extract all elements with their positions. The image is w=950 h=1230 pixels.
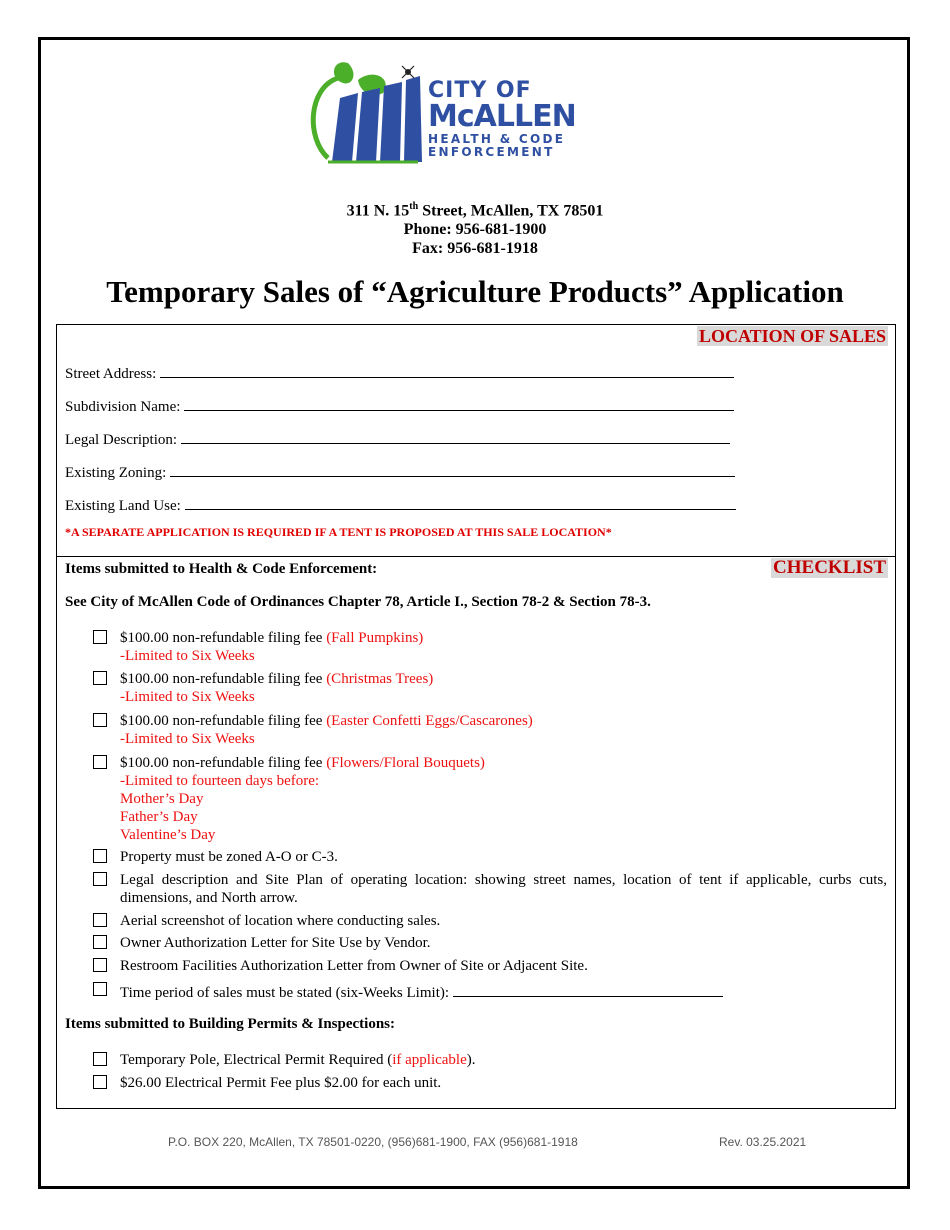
legal-description-input-line[interactable]: [181, 428, 730, 444]
legal-description-field[interactable]: Legal Description:: [65, 428, 730, 449]
existing-land-use-field[interactable]: Existing Land Use:: [65, 494, 736, 515]
street-address-input-line[interactable]: [160, 362, 734, 378]
checkbox[interactable]: [93, 872, 107, 886]
checkbox[interactable]: [93, 755, 107, 769]
footer-contact: P.O. BOX 220, McAllen, TX 78501-0220, (956)681-1900, FAX (956)681-1918: [168, 1135, 578, 1149]
health-code-heading: Items submitted to Health & Code Enforcement:: [65, 561, 378, 577]
logo-enforcement: ENFORCEMENT: [428, 145, 555, 159]
location-of-sales-tag: LOCATION OF SALES: [698, 326, 886, 346]
checkbox[interactable]: [93, 849, 107, 863]
street-address-field[interactable]: Street Address:: [65, 362, 734, 383]
existing-zoning-field[interactable]: Existing Zoning:: [65, 461, 735, 482]
ordinance-reference: See City of McAllen Code of Ordinances Chapter 78, Article I., Section 78-2 & Section 78-3.: [65, 594, 651, 610]
tent-notice: *A SEPARATE APPLICATION IS REQUIRED IF A TENT IS PROPOSED AT THIS SALE LOCATION*: [65, 525, 612, 539]
checkbox[interactable]: [93, 630, 107, 644]
logo-mcallen: McALLEN: [428, 99, 576, 134]
subdivision-name-field[interactable]: Subdivision Name:: [65, 395, 734, 416]
checklist-tag: CHECKLIST: [773, 557, 886, 578]
logo-city-of: CITY OF: [428, 78, 532, 103]
building-permits-heading: Items submitted to Building Permits & Inspections:: [65, 1016, 396, 1032]
checkbox[interactable]: [93, 671, 107, 685]
checkbox[interactable]: [93, 982, 107, 996]
time-period-input-line[interactable]: [453, 981, 723, 997]
checkbox[interactable]: [93, 1075, 107, 1089]
subdivision-name-input-line[interactable]: [184, 395, 734, 411]
office-address-block: [0, 197, 950, 258]
phone-line: Phone: 956-681-1900: [403, 221, 547, 239]
existing-land-use-input-line[interactable]: [185, 494, 736, 510]
checkbox[interactable]: [93, 958, 107, 972]
existing-zoning-input-line[interactable]: [170, 461, 735, 477]
city-logo: [298, 58, 588, 168]
street-address-line: 311 N. 15th Street, McAllen, TX 78501: [346, 201, 604, 220]
fax-line: Fax: 956-681-1918: [412, 240, 538, 258]
page-title: Temporary Sales of “Agriculture Products” Application: [106, 274, 844, 309]
checkbox[interactable]: [93, 913, 107, 927]
logo-health-code: HEALTH & CODE: [428, 132, 566, 146]
checkbox[interactable]: [93, 713, 107, 727]
checkbox[interactable]: [93, 935, 107, 949]
checkbox[interactable]: [93, 1052, 107, 1066]
footer-revision: Rev. 03.25.2021: [719, 1135, 807, 1149]
section-divider: [56, 556, 896, 557]
logo-graphic-icon: [298, 58, 428, 168]
